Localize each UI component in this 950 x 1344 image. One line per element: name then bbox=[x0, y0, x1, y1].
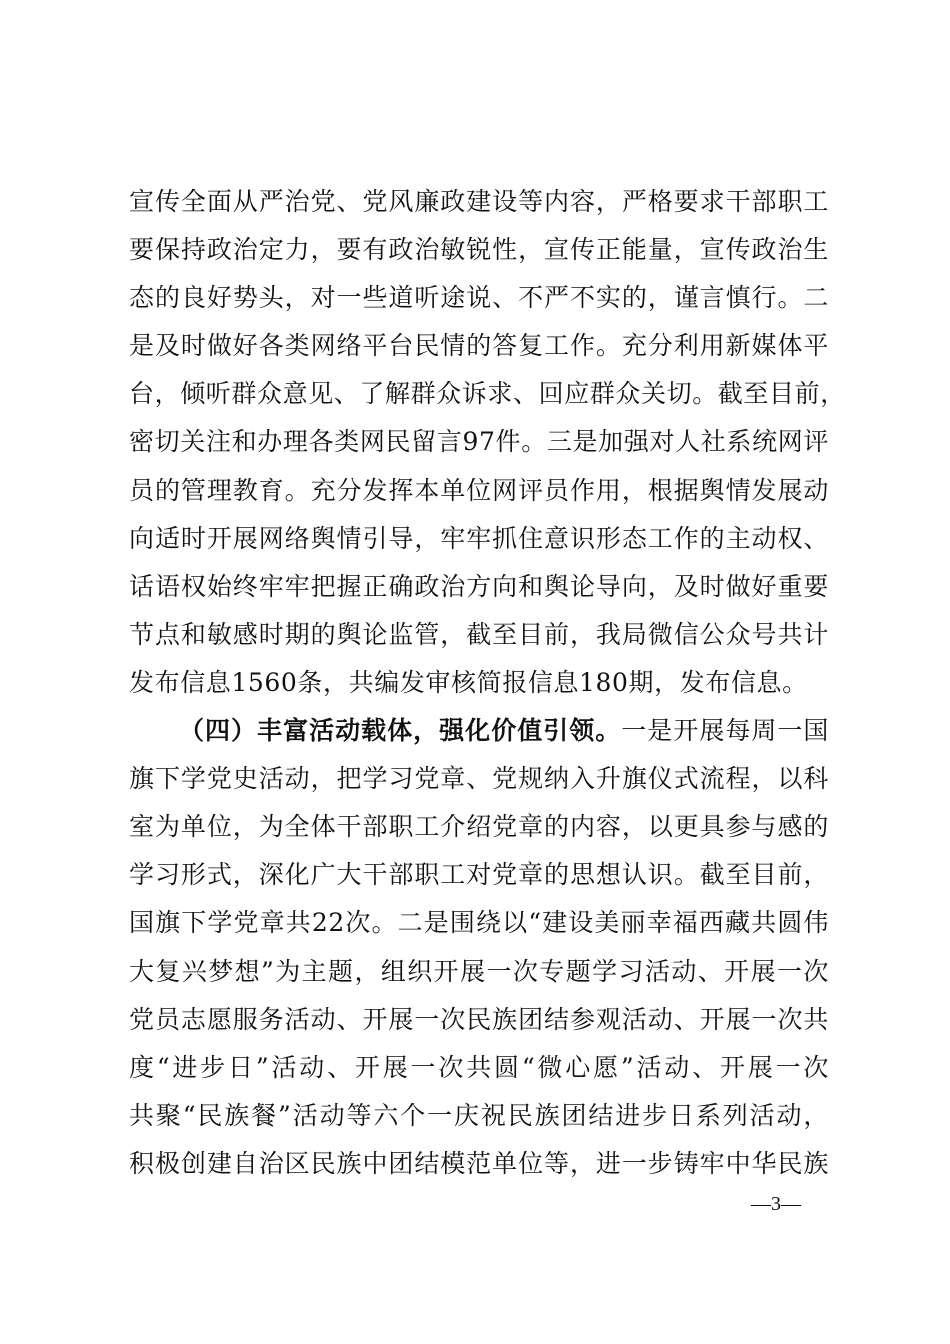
paragraph-line: 话语权始终牢牢把握正确政治方向和舆论导向，及时做好重要 bbox=[129, 571, 829, 601]
paragraph-line: 密切关注和办理各类网民留言97件。三是加强对人社系统网评 bbox=[129, 427, 829, 457]
paragraph-line: 共聚“民族餐”活动等六个一庆祝民族团结进步日系列活动， bbox=[129, 1100, 829, 1130]
paragraph-line: 发布信息1560条，共编发审核简报信息180期，发布信息。 bbox=[129, 667, 808, 697]
paragraph-line: 学习形式，深化广大干部职工对党章的思想认识。截至目前， bbox=[129, 860, 829, 890]
paragraph-line: 员的管理教育。充分发挥本单位网评员作用，根据舆情发展动 bbox=[129, 475, 829, 505]
paragraph-line: 节点和敏感时期的舆论监管，截至目前，我局微信公众号共计 bbox=[129, 619, 829, 649]
paragraph-line: 室为单位，为全体干部职工介绍党章的内容，以更具参与感的 bbox=[129, 812, 829, 842]
paragraph-line: 宣传全面从严治党、党风廉政建设等内容，严格要求干部职工 bbox=[129, 187, 829, 216]
body-text bbox=[129, 178, 846, 1188]
page-number: —3— bbox=[751, 1193, 801, 1215]
paragraph-line: 旗下学党史活动，把学习党章、党规纳入升旗仪式流程，以科 bbox=[129, 764, 829, 794]
paragraph-line: 态的良好势头，对一些道听途说、不严不实的，谨言慎行。二 bbox=[129, 283, 829, 313]
paragraph-line: 国旗下学党章共22次。二是围绕以“建设美丽幸福西藏共圆伟 bbox=[129, 908, 829, 938]
paragraph-line: 大复兴梦想”为主题，组织开展一次专题学习活动、开展一次 bbox=[129, 956, 829, 986]
paragraph-line: 党员志愿服务活动、开展一次民族团结参观活动、开展一次共 bbox=[129, 1004, 829, 1034]
paragraph-line: 要保持政治定力，要有政治敏锐性，宣传正能量，宣传政治生 bbox=[129, 235, 829, 265]
paragraph-line: 积极创建自治区民族中团结模范单位等，进一步铸牢中华民族 bbox=[129, 1148, 829, 1178]
section-heading-line bbox=[129, 707, 829, 755]
paragraph-line: 是及时做好各类网络平台民情的答复工作。充分利用新媒体平 bbox=[129, 331, 829, 361]
paragraph-line: 台，倾听群众意见、了解群众诉求、回应群众关切。截至目前， bbox=[129, 379, 846, 409]
section-heading-rest: 一是开展每周一国 bbox=[621, 716, 829, 746]
paragraph-line: 度“进步日”活动、开展一次共圆“微心愿”活动、开展一次 bbox=[129, 1052, 829, 1082]
paragraph-line: 向适时开展网络舆情引导，牢牢抓住意识形态工作的主动权、 bbox=[129, 523, 829, 553]
section-heading: （四）丰富活动载体，强化价值引领。 bbox=[179, 716, 622, 746]
